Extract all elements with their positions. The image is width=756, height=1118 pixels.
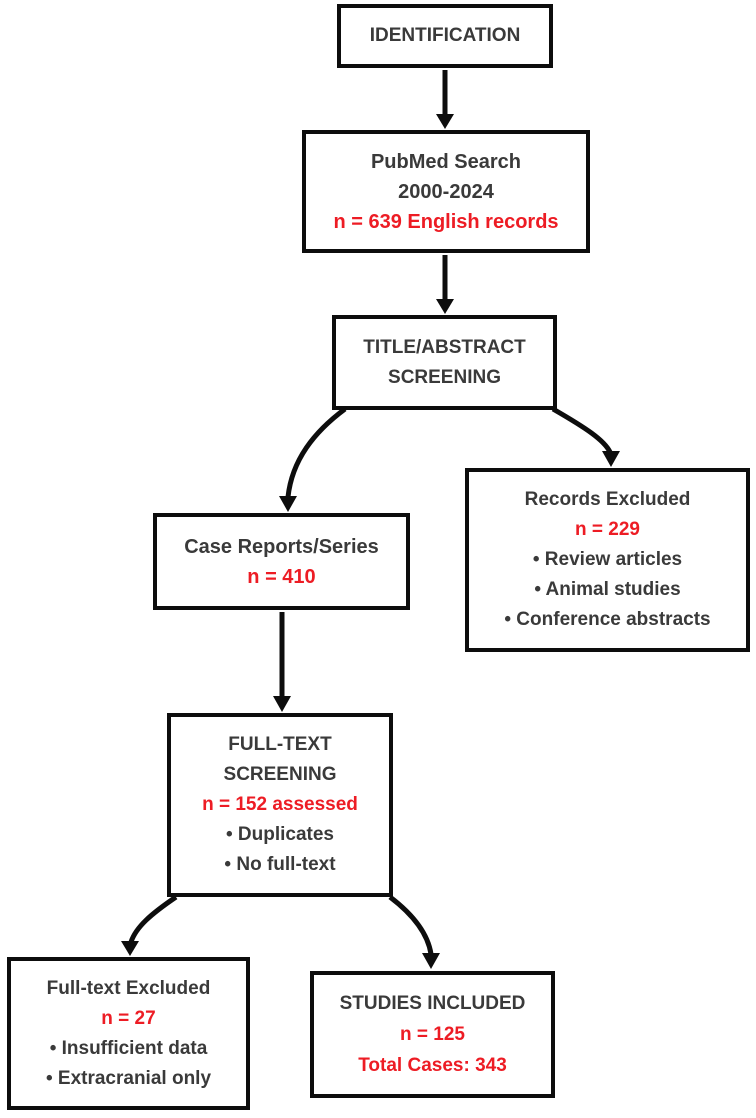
arrowhead-title-abstract-to-records-excluded (602, 451, 620, 467)
fulltext-screening-n-value: n = 152 assessed (202, 794, 358, 815)
arrowhead-title-abstract-to-case-reports (279, 496, 297, 512)
records-excluded-bullet-animal: • Animal studies (534, 579, 681, 600)
arrow-title-abstract-to-case-reports (288, 409, 345, 497)
case-reports-line1: Case Reports/Series (184, 535, 379, 558)
box-case-reports (153, 513, 410, 610)
records-excluded-n-value: n = 229 (575, 519, 640, 540)
arrowhead-fulltext-to-excluded (121, 941, 139, 956)
arrow-title-abstract-to-records-excluded (553, 409, 610, 452)
fulltext-screening-line1: FULL-TEXT (228, 734, 332, 755)
box-identification (337, 4, 553, 68)
studies-included-title: STUDIES INCLUDED (339, 993, 526, 1014)
arrow-fulltext-to-excluded (131, 897, 176, 942)
records-excluded-title: Records Excluded (524, 489, 691, 510)
studies-included-n-value: n = 125 (400, 1024, 465, 1045)
box-title-abstract-screening (332, 315, 557, 410)
fulltext-screening-bullet-duplicates: • Duplicates (225, 824, 335, 845)
box-records-excluded (465, 468, 750, 652)
fulltext-excluded-n-value: n = 27 (101, 1007, 156, 1029)
box-fulltext-screening (167, 713, 393, 897)
arrowhead-fulltext-to-included (422, 953, 440, 969)
pubmed-line2: 2000-2024 (398, 180, 494, 203)
box-pubmed-search (302, 130, 590, 253)
studies-included-total-cases: Total Cases: 343 (358, 1055, 507, 1076)
case-reports-n-value: n = 410 (247, 565, 316, 588)
title-abstract-line1: TITLE/ABSTRACT (363, 336, 526, 358)
pubmed-line1: PubMed Search (370, 150, 522, 173)
identification-title: IDENTIFICATION (369, 25, 521, 46)
arrowhead-case-reports-to-fulltext (273, 696, 291, 712)
arrowhead-identification-to-pubmed (436, 114, 454, 129)
records-excluded-bullet-conference: • Conference abstracts (504, 609, 711, 630)
arrow-fulltext-to-included (390, 897, 431, 954)
records-excluded-bullet-review: • Review articles (532, 549, 683, 570)
pubmed-n-value: n = 639 English records (333, 210, 559, 233)
fulltext-excluded-bullet-insufficient: • Insufficient data (49, 1037, 208, 1059)
arrowhead-pubmed-to-title-abstract (436, 299, 454, 314)
fulltext-screening-bullet-nofulltext: • No full-text (224, 854, 336, 875)
title-abstract-line2: SCREENING (388, 366, 501, 388)
box-studies-included (310, 971, 555, 1098)
fulltext-excluded-bullet-extracranial: • Extracranial only (45, 1067, 212, 1089)
box-fulltext-excluded (7, 957, 250, 1110)
fulltext-excluded-title: Full-text Excluded (46, 977, 211, 999)
fulltext-screening-line2: SCREENING (223, 764, 337, 785)
